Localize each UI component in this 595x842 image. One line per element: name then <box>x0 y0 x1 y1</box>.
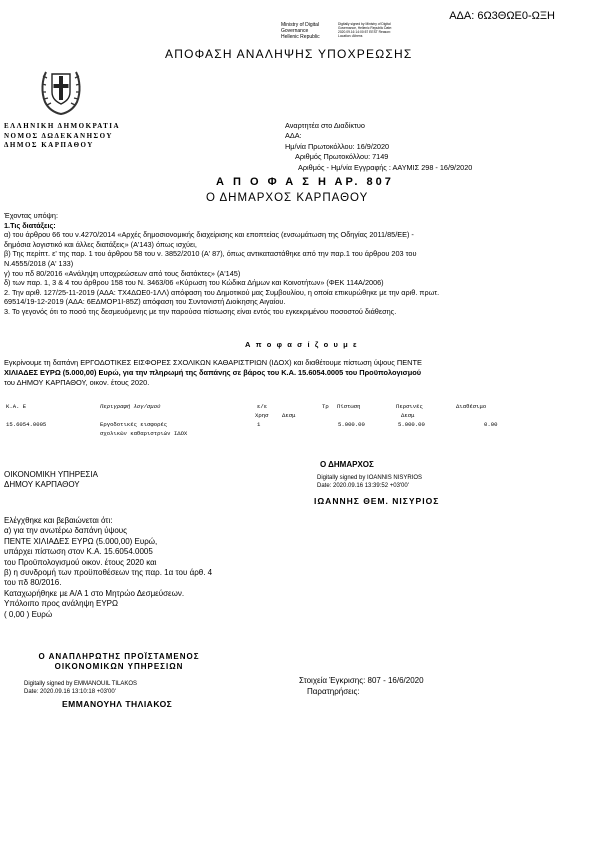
legal-basis: Έχοντας υπόψη: 1.Τις διατάξεις: α) του άρθρου 66 του ν.4270/2014 «Αρχές δημοσιονομικής διαχείρισης και εποπτείας (ενσωμάτωση της Οδηγίας 2011/85/ΕΕ) - δημόσια λογιστικό και άλλες διατάξεις» (Α'143) όπως ισχύει, β) Της περίπτ. ε' της παρ. 1 του άρθρου 58 του ν. 3852/2010 (Α' 87), όπως αντικαταστάθηκε από την παρ.1 του άρθρου 203 του Ν.4555/2018 (Α' 133) γ) του πδ 80/2016 «Ανάληψη υποχρεώσεων από τους διατάκτες» (Α'145) δ) των παρ. 1, 3 & 4 του άρθρου 158 του Ν. 3463/06 «Κύρωση του Κώδικα Δήμων και Κοινοτήτων» (ΦΕΚ 114Α/2006) 2. Την αριθ. 127/25-11-2019 (ΑΔΑ: ΤΧ4ΔΩΕ0-1ΛΛ) απόφαση του Δημοτικού μας Συμβουλίου, η οποία επικυρώθηκε με την αριθ. πρωτ. 69514/19-12-2019 (ΑΔΑ: 6ΕΔΜΟΡ1Ι-85Ζ) απόφαση του Συντονιστή Διοίκησης Αιγαίου. 3. Το γεγονός ότι το ποσό της δεσμευόμενης με την παρούσα πίστωσης είναι εντός του εγκεκριμένου ποσοστού διάθεσης. <box>4 211 440 316</box>
approval-text: Εγκρίνουμε τη δαπάνη ΕΡΓΟΔΟΤΙΚΕΣ ΕΙΣΦΟΡΕΣ ΣΧΟΛΙΚΩΝ ΚΑΘΑΡΙΣΤΡΙΩΝ (ΙΔΟΧ) και διαθέτουμε πίστωση ύψους ΠΕΝΤΕ ΧΙΛΙΑΔΕΣ ΕΥΡΩ (5.000,00) Ευρώ, για την πληρωμή της δαπάνης σε βάρος του Κ.Α. 15.6054.0005 του Προϋπολογισμού του ΔΗΜΟΥ ΚΑΡΠΑΘΟΥ, οικον. έτους 2020. <box>4 358 422 387</box>
acting-head-digital-signature: Digitally signed by EMMANOUIL TILAKOS Date: 2020.09.16 13:10:18 +03'00' <box>24 681 138 695</box>
document-title: ΑΠΟΦΑΣΗ ΑΝΑΛΗΨΗΣ ΥΠΟΧΡΕΩΣΗΣ <box>165 47 413 61</box>
issuer-block: ΕΛΛΗΝΙΚΗ ΔΗΜΟΚΡΑΤΙΑ ΝΟΜΟΣ ΔΩΔΕΚΑΝΗΣΟΥ ΔΗΜΟΣ ΚΑΡΠΑΘΟΥ <box>4 122 121 149</box>
decision-number: Α Π Ο Φ Α Σ Η ΑΡ. 807 <box>216 176 394 188</box>
decide-heading: Α π ο φ α σ ί ζ ο υ μ ε <box>245 340 359 349</box>
greek-coat-of-arms-icon <box>38 66 84 116</box>
table-row: 15.6054.0005 Εργοδοτικές εισφορές 1 5.000.00 5.000.00 0.00 <box>6 421 498 428</box>
acting-head-title: Ο ΑΝΑΠΛΗΡΩΤΗΣ ΠΡΟΪΣΤΑΜΕΝΟΣ ΟΙΚΟΝΟΜΙΚΩΝ ΥΠΗΡΕΣΙΩΝ <box>38 652 200 671</box>
approval-details: Στοιχεία Έγκρισης: 807 - 16/6/2020 Παρατηρήσεις: <box>299 676 424 696</box>
verification-text: Ελέγχθηκε και βεβαιώνεται ότι: α) για την ανωτέρω δαπάνη ύψους ΠΕΝΤΕ ΧΙΛΙΑΔΕΣ ΕΥΡΩ (5.000,00) Ευρώ, υπάρχει πίστωση στον Κ.Α. 15.6054.0005 του Προϋπολογισμού οικον. έτους 2020 και β) η συνδρομή των προϋποθέσεων της παρ. 1α του άρθ. 4 του πδ 80/2016. Καταχωρήθηκε με Α/Α 1 στο Μητρώο Δεσμεύσεων. Υπόλοιπο προς ανάληψη ΕΥΡΩ ( 0,00 ) Ευρώ <box>4 516 213 619</box>
table-header-row: Κ.Α. Ε Περιγραφή λογ/σμού ε/ε Τρ Πίστωση Περσινές Διαθέσιμο <box>6 403 487 410</box>
mayor-title: Ο ΔΗΜΑΡΧΟΣ <box>320 460 374 469</box>
table-header-row-2: Χρησ Δεσμ Δεσμ <box>255 412 415 419</box>
financial-service: ΟΙΚΟΝΟΜΙΚΗ ΥΠΗΡΕΣΙΑ ΔΗΜΟΥ ΚΑΡΠΑΘΟΥ <box>4 470 98 489</box>
gov-signature-label: Ministry of Digital Governance Hellenic Republic <box>281 22 320 40</box>
mayor-name: ΙΩΑΝΝΗΣ ΘΕΜ. ΝΙΣΥΡΙΟΣ <box>314 496 440 506</box>
ada-code: ΑΔΑ: 6Ω3ΘΩΕ0-ΩΞΗ <box>449 10 555 22</box>
acting-head-name: ΕΜΜΑΝΟΥΗΛ ΤΗΛΙΑΚΟΣ <box>62 699 173 709</box>
mayor-digital-signature: Digitally signed by IOANNIS NISYRIOS Date: 2020.09.16 13:39:52 +03'00' <box>317 475 423 489</box>
gov-signature-details: Digitally signed by Ministry of Digital Governance, Hellenic Republic Date: 2020.09.16 14:00:57 EEST Reason: Location: Athens <box>338 22 393 38</box>
decision-issuer: Ο ΔΗΜΑΡΧΟΣ ΚΑΡΠΑΘΟΥ <box>206 192 369 204</box>
table-row-continuation: σχολικών καθαριστριών ΙΔΟΧ <box>100 430 188 437</box>
budget-table <box>4 403 498 439</box>
protocol-meta: Αναρτητέα στο Διαδίκτυο ΑΔΑ: Ημ/νία Πρωτοκόλλου: 16/9/2020 Αριθμός Πρωτοκόλλου: 7149 Αριθμός - Ημ/νία Εγγραφής : ΑΑΥΜΙΣ 298 - 16/9/2020 <box>285 121 473 172</box>
